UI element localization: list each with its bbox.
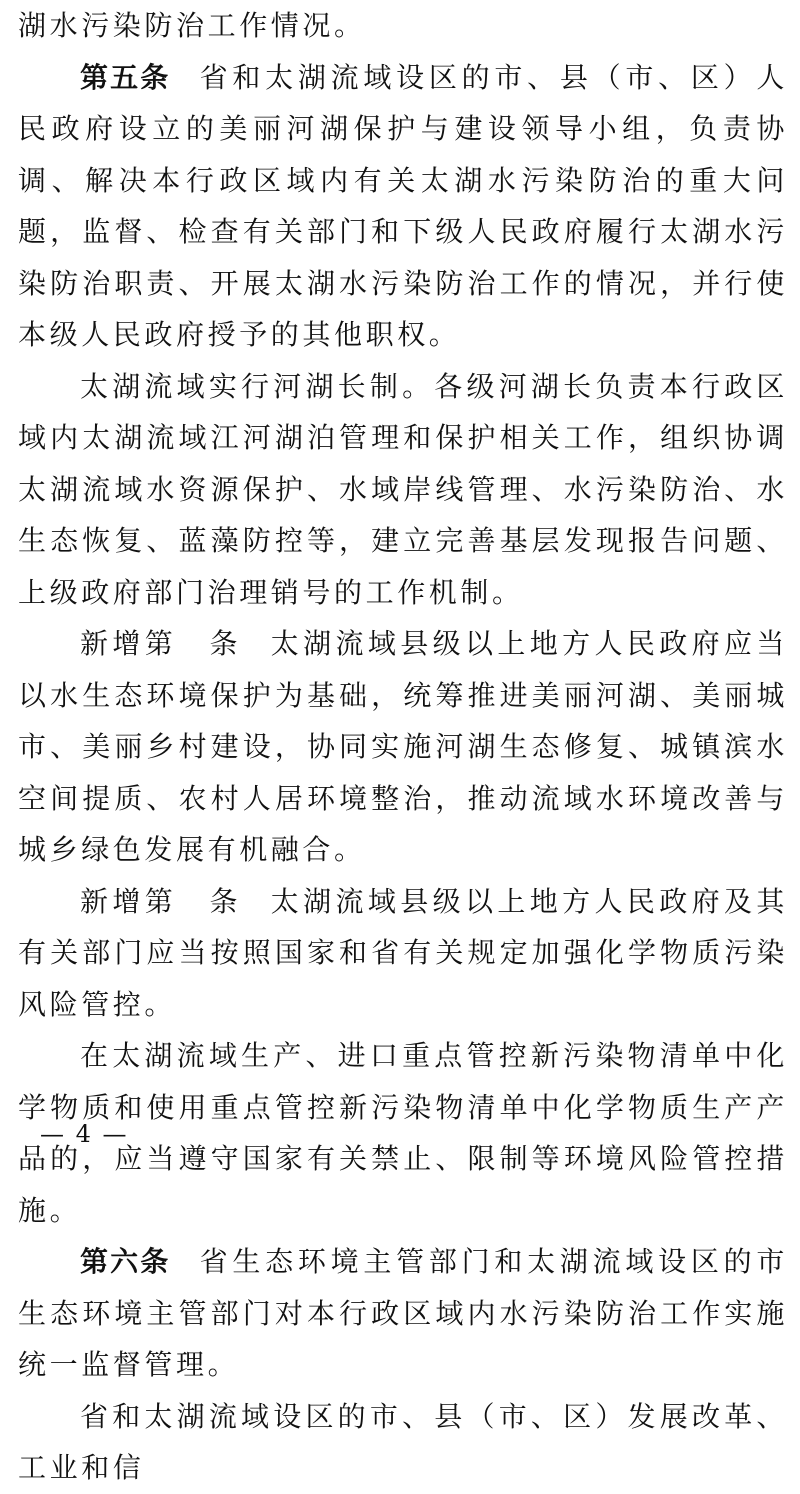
- paragraph-text: 湖水污染防治工作情况。: [18, 9, 366, 42]
- page-number: — 4 —: [40, 1120, 129, 1148]
- document-body: [18, 0, 788, 1494]
- paragraph-text: 太湖流域县级以上地方人民政府及其有关部门应当按照国家和省有关规定加强化学物质污染风险管控。: [18, 884, 788, 1021]
- article-heading: 第五条: [80, 60, 171, 94]
- paragraph-continuation: [18, 0, 788, 52]
- article-heading: 新增第 条: [80, 884, 242, 918]
- article-heading: 新增第 条: [80, 627, 242, 660]
- new-article-paragraph-1: [18, 618, 788, 876]
- article-heading: 第六条: [80, 1245, 171, 1278]
- article-6-paragraph: [18, 1236, 788, 1391]
- paragraph-text: 太湖流域县级以上地方人民政府应当以水生态环境保护为基础，统筹推进美丽河湖、美丽城市、美丽乡村建设，协同实施河湖生态修复、城镇滨水空间提质、农村人居环境整治，推动流域水环境改善与城乡绿色发展有机融合。: [18, 627, 788, 866]
- new-article-paragraph-2: [18, 876, 788, 1031]
- paragraph-text: 省和太湖流域设区的市、县（市、区）人民政府设立的美丽河湖保护与建设领导小组，负责协调、解决本行政区域内有关太湖水污染防治的重大问题，监督、检查有关部门和下级人民政府履行太湖水污染防治职责、开展太湖水污染防治工作的情况，并行使本级人民政府授予的其他职权。: [18, 60, 788, 351]
- paragraph-text: 省生态环境主管部门和太湖流域设区的市生态环境主管部门对本行政区域内水污染防治工作实施统一监督管理。: [18, 1245, 788, 1381]
- paragraph-text: 在太湖流域生产、进口重点管控新污染物清单中化学物质和使用重点管控新污染物清单中化学物质生产产品的，应当遵守国家有关禁止、限制等环境风险管控措施。: [18, 1039, 788, 1227]
- article-5-paragraph: [18, 52, 788, 361]
- river-lake-chief-paragraph: [18, 361, 788, 619]
- departments-paragraph: [18, 1391, 788, 1494]
- paragraph-text: 太湖流域实行河湖长制。各级河湖长负责本行政区域内太湖流域江河湖泊管理和保护相关工作，组织协调太湖流域水资源保护、水域岸线管理、水污染防治、水生态恢复、蓝藻防控等，建立完善基层发现报告问题、上级政府部门治理销号的工作机制。: [18, 369, 788, 609]
- new-pollutant-paragraph: [18, 1030, 788, 1236]
- paragraph-text: 省和太湖流域设区的市、县（市、区）发展改革、工业和信: [18, 1399, 788, 1484]
